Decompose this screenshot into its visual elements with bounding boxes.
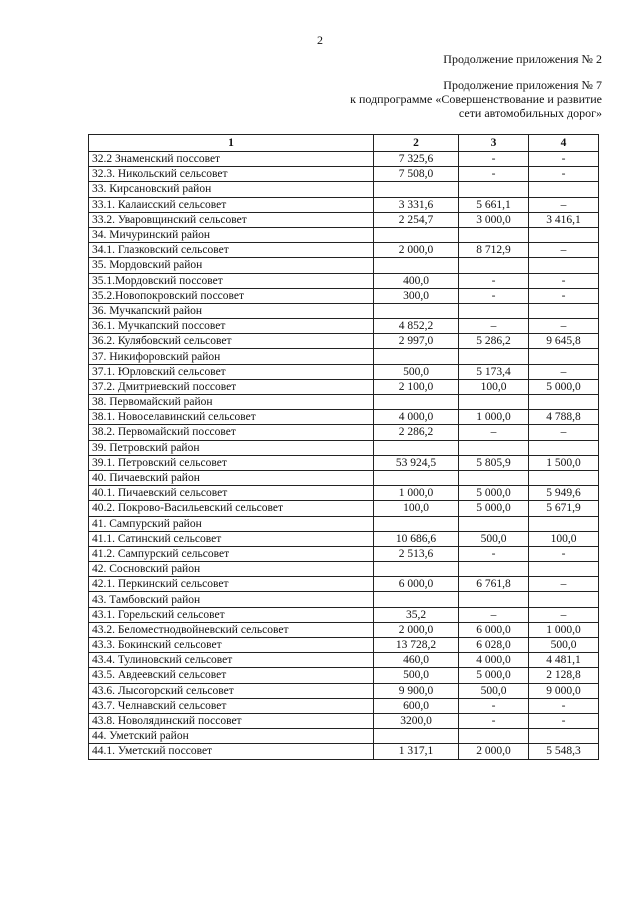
row-value-cell-3: 5 805,9 <box>459 455 529 470</box>
subheader-line-1: Продолжение приложения № 7 <box>443 78 602 92</box>
row-name-cell: 43.8. Новолядинский поссовет <box>89 713 374 728</box>
row-value-cell-4: 5 949,6 <box>529 486 599 501</box>
row-value-cell-4: – <box>529 607 599 622</box>
appendix-continuation-label: Продолжение приложения № 2 <box>443 52 602 66</box>
row-value-cell-4 <box>529 592 599 607</box>
row-name-cell: 32.2 Знаменский поссовет <box>89 152 374 167</box>
row-value-cell-2: 2 997,0 <box>374 334 459 349</box>
row-value-cell-4: – <box>529 577 599 592</box>
row-name-cell: 40.1. Пичаевский сельсовет <box>89 486 374 501</box>
row-name-cell: 37. Никифоровский район <box>89 349 374 364</box>
row-value-cell-2: 3200,0 <box>374 713 459 728</box>
row-name-cell: 35.1.Мордовский поссовет <box>89 273 374 288</box>
row-value-cell-2: 35,2 <box>374 607 459 622</box>
table-row <box>89 455 599 470</box>
row-value-cell-4: – <box>529 319 599 334</box>
row-value-cell-3 <box>459 258 529 273</box>
table-row <box>89 729 599 744</box>
table-row <box>89 212 599 227</box>
row-value-cell-3: 500,0 <box>459 683 529 698</box>
row-value-cell-2: 2 100,0 <box>374 379 459 394</box>
table-row <box>89 319 599 334</box>
row-value-cell-3: 4 000,0 <box>459 653 529 668</box>
row-name-cell: 41.2. Сампурский сельсовет <box>89 546 374 561</box>
row-name-cell: 38. Первомайский район <box>89 395 374 410</box>
row-value-cell-4: 5 548,3 <box>529 744 599 759</box>
row-value-cell-4 <box>529 258 599 273</box>
row-value-cell-2: 7 508,0 <box>374 167 459 182</box>
column-header-2: 2 <box>374 135 459 152</box>
table-header-row <box>89 135 599 152</box>
row-name-cell: 41. Сампурский район <box>89 516 374 531</box>
row-value-cell-2: 100,0 <box>374 501 459 516</box>
row-value-cell-3: 5 173,4 <box>459 364 529 379</box>
row-value-cell-3 <box>459 303 529 318</box>
column-header-4: 4 <box>529 135 599 152</box>
row-value-cell-3 <box>459 592 529 607</box>
row-value-cell-4: - <box>529 152 599 167</box>
row-value-cell-3: - <box>459 167 529 182</box>
table-row <box>89 531 599 546</box>
row-value-cell-3: 8 712,9 <box>459 243 529 258</box>
table-row <box>89 562 599 577</box>
row-value-cell-3: - <box>459 152 529 167</box>
row-name-cell: 34.1. Глазковский сельсовет <box>89 243 374 258</box>
row-value-cell-2: 400,0 <box>374 273 459 288</box>
row-value-cell-2 <box>374 303 459 318</box>
row-name-cell: 36.1. Мучкапский поссовет <box>89 319 374 334</box>
row-value-cell-3: 5 000,0 <box>459 668 529 683</box>
row-value-cell-4: 4 788,8 <box>529 410 599 425</box>
row-value-cell-3: - <box>459 273 529 288</box>
row-value-cell-3: 2 000,0 <box>459 744 529 759</box>
row-name-cell: 43.1. Горельский сельсовет <box>89 607 374 622</box>
page-number: 2 <box>317 33 323 47</box>
row-value-cell-2: 500,0 <box>374 364 459 379</box>
row-value-cell-4: 1 000,0 <box>529 622 599 637</box>
row-value-cell-3: 1 000,0 <box>459 410 529 425</box>
row-value-cell-4 <box>529 349 599 364</box>
row-value-cell-2 <box>374 349 459 364</box>
table-row <box>89 197 599 212</box>
table-row <box>89 182 599 197</box>
row-value-cell-2: 4 000,0 <box>374 410 459 425</box>
row-name-cell: 32.3. Никольский сельсовет <box>89 167 374 182</box>
row-name-cell: 39.1. Петровский сельсовет <box>89 455 374 470</box>
row-value-cell-3 <box>459 729 529 744</box>
row-value-cell-2: 1 000,0 <box>374 486 459 501</box>
row-value-cell-3: 6 028,0 <box>459 638 529 653</box>
row-value-cell-4 <box>529 303 599 318</box>
row-value-cell-3 <box>459 516 529 531</box>
row-name-cell: 33. Кирсановский район <box>89 182 374 197</box>
row-value-cell-4: 9 000,0 <box>529 683 599 698</box>
table-row <box>89 167 599 182</box>
row-value-cell-2 <box>374 395 459 410</box>
row-value-cell-2: 600,0 <box>374 698 459 713</box>
row-value-cell-4: 5 000,0 <box>529 379 599 394</box>
row-name-cell: 39. Петровский район <box>89 440 374 455</box>
row-value-cell-3: 5 000,0 <box>459 486 529 501</box>
table-row <box>89 243 599 258</box>
row-name-cell: 37.2. Дмитриевский поссовет <box>89 379 374 394</box>
row-value-cell-2: 2 513,6 <box>374 546 459 561</box>
row-value-cell-2: 53 924,5 <box>374 455 459 470</box>
row-value-cell-4: 4 481,1 <box>529 653 599 668</box>
row-name-cell: 43.4. Тулиновский сельсовет <box>89 653 374 668</box>
row-value-cell-4: – <box>529 197 599 212</box>
row-value-cell-4: 3 416,1 <box>529 212 599 227</box>
row-value-cell-4: - <box>529 167 599 182</box>
row-value-cell-4 <box>529 562 599 577</box>
row-value-cell-3: 500,0 <box>459 531 529 546</box>
table-row <box>89 395 599 410</box>
subheader-line-3: сети автомобильных дорог» <box>458 106 602 120</box>
row-value-cell-3 <box>459 395 529 410</box>
table-body <box>89 152 599 760</box>
table-row <box>89 592 599 607</box>
row-value-cell-3: - <box>459 288 529 303</box>
row-value-cell-2: 10 686,6 <box>374 531 459 546</box>
row-name-cell: 40. Пичаевский район <box>89 470 374 485</box>
table-row <box>89 546 599 561</box>
row-value-cell-2: 1 317,1 <box>374 744 459 759</box>
row-value-cell-3 <box>459 182 529 197</box>
table-row <box>89 227 599 242</box>
table-row <box>89 698 599 713</box>
row-value-cell-3: 5 286,2 <box>459 334 529 349</box>
row-value-cell-4: - <box>529 288 599 303</box>
table-row <box>89 607 599 622</box>
row-value-cell-2: 2 286,2 <box>374 425 459 440</box>
row-name-cell: 43. Тамбовский район <box>89 592 374 607</box>
table-row <box>89 364 599 379</box>
row-value-cell-2: 500,0 <box>374 668 459 683</box>
row-name-cell: 37.1. Юрловский сельсовет <box>89 364 374 379</box>
row-value-cell-2: 13 728,2 <box>374 638 459 653</box>
row-value-cell-2 <box>374 440 459 455</box>
row-value-cell-2 <box>374 516 459 531</box>
row-value-cell-4 <box>529 440 599 455</box>
subprogram-header <box>350 78 602 120</box>
row-value-cell-3 <box>459 470 529 485</box>
table-row <box>89 683 599 698</box>
row-value-cell-3: 6 000,0 <box>459 622 529 637</box>
row-value-cell-3 <box>459 440 529 455</box>
row-name-cell: 40.2. Покрово-Васильевский сельсовет <box>89 501 374 516</box>
row-value-cell-2: 3 331,6 <box>374 197 459 212</box>
row-value-cell-2 <box>374 562 459 577</box>
row-value-cell-2 <box>374 182 459 197</box>
row-name-cell: 42. Сосновский район <box>89 562 374 577</box>
row-value-cell-4: - <box>529 546 599 561</box>
row-value-cell-4: 500,0 <box>529 638 599 653</box>
table-row <box>89 653 599 668</box>
row-value-cell-3: 3 000,0 <box>459 212 529 227</box>
row-value-cell-4: - <box>529 713 599 728</box>
table-row <box>89 258 599 273</box>
row-value-cell-2: 460,0 <box>374 653 459 668</box>
row-name-cell: 43.3. Бокинский сельсовет <box>89 638 374 653</box>
table-row <box>89 516 599 531</box>
row-value-cell-4 <box>529 182 599 197</box>
table-row <box>89 470 599 485</box>
row-value-cell-2: 300,0 <box>374 288 459 303</box>
row-name-cell: 33.2. Уваровщинский сельсовет <box>89 212 374 227</box>
row-value-cell-2: 2 254,7 <box>374 212 459 227</box>
row-value-cell-4: - <box>529 698 599 713</box>
column-header-1: 1 <box>89 135 374 152</box>
row-value-cell-4: – <box>529 425 599 440</box>
table-row <box>89 577 599 592</box>
row-name-cell: 43.2. Беломестнодвойневский сельсовет <box>89 622 374 637</box>
subheader-line-2: к подпрограмме «Совершенствование и развитие <box>350 92 602 106</box>
row-value-cell-4: – <box>529 364 599 379</box>
row-name-cell: 43.6. Лысогорский сельсовет <box>89 683 374 698</box>
row-value-cell-2 <box>374 227 459 242</box>
row-value-cell-4 <box>529 470 599 485</box>
row-value-cell-2 <box>374 470 459 485</box>
row-value-cell-4: 9 645,8 <box>529 334 599 349</box>
row-value-cell-2: 9 900,0 <box>374 683 459 698</box>
row-value-cell-4: – <box>529 243 599 258</box>
table-row <box>89 638 599 653</box>
row-name-cell: 35.2.Новопокровский поссовет <box>89 288 374 303</box>
table-row <box>89 273 599 288</box>
row-name-cell: 34. Мичуринский район <box>89 227 374 242</box>
row-value-cell-2: 2 000,0 <box>374 622 459 637</box>
row-value-cell-2: 4 852,2 <box>374 319 459 334</box>
row-value-cell-3 <box>459 349 529 364</box>
row-name-cell: 42.1. Перкинский сельсовет <box>89 577 374 592</box>
row-value-cell-2: 2 000,0 <box>374 243 459 258</box>
table-row <box>89 152 599 167</box>
row-value-cell-3: 5 661,1 <box>459 197 529 212</box>
row-name-cell: 41.1. Сатинский сельсовет <box>89 531 374 546</box>
row-value-cell-3: - <box>459 713 529 728</box>
row-value-cell-2 <box>374 729 459 744</box>
table-row <box>89 425 599 440</box>
row-value-cell-3: – <box>459 319 529 334</box>
row-value-cell-4: 5 671,9 <box>529 501 599 516</box>
row-name-cell: 33.1. Калаисский сельсовет <box>89 197 374 212</box>
row-value-cell-3 <box>459 227 529 242</box>
table-row <box>89 713 599 728</box>
column-header-3: 3 <box>459 135 529 152</box>
row-name-cell: 36. Мучкапский район <box>89 303 374 318</box>
row-value-cell-2: 7 325,6 <box>374 152 459 167</box>
table-row <box>89 410 599 425</box>
table-row <box>89 668 599 683</box>
row-value-cell-3: - <box>459 698 529 713</box>
row-value-cell-4: - <box>529 273 599 288</box>
table-row <box>89 486 599 501</box>
row-name-cell: 35. Мордовский район <box>89 258 374 273</box>
row-value-cell-4: 2 128,8 <box>529 668 599 683</box>
row-value-cell-3: 100,0 <box>459 379 529 394</box>
row-value-cell-3: – <box>459 425 529 440</box>
row-value-cell-4: 100,0 <box>529 531 599 546</box>
row-value-cell-3: 5 000,0 <box>459 501 529 516</box>
row-value-cell-3: - <box>459 546 529 561</box>
row-value-cell-3: – <box>459 607 529 622</box>
funding-table <box>88 134 599 760</box>
row-name-cell: 44. Уметский район <box>89 729 374 744</box>
table-row <box>89 501 599 516</box>
row-value-cell-4 <box>529 227 599 242</box>
table-row <box>89 744 599 759</box>
row-value-cell-2 <box>374 592 459 607</box>
table-row <box>89 334 599 349</box>
table-row <box>89 440 599 455</box>
row-value-cell-4: 1 500,0 <box>529 455 599 470</box>
row-name-cell: 43.7. Челнавский сельсовет <box>89 698 374 713</box>
row-name-cell: 44.1. Уметский поссовет <box>89 744 374 759</box>
row-name-cell: 38.2. Первомайский поссовет <box>89 425 374 440</box>
row-value-cell-4 <box>529 729 599 744</box>
row-value-cell-2 <box>374 258 459 273</box>
row-value-cell-4 <box>529 395 599 410</box>
row-name-cell: 38.1. Новоселавинский сельсовет <box>89 410 374 425</box>
row-name-cell: 36.2. Кулябовский сельсовет <box>89 334 374 349</box>
row-value-cell-4 <box>529 516 599 531</box>
row-value-cell-3: 6 761,8 <box>459 577 529 592</box>
row-value-cell-2: 6 000,0 <box>374 577 459 592</box>
table-row <box>89 379 599 394</box>
table-row <box>89 288 599 303</box>
table-row <box>89 303 599 318</box>
row-value-cell-3 <box>459 562 529 577</box>
table-row <box>89 349 599 364</box>
table-row <box>89 622 599 637</box>
row-name-cell: 43.5. Авдеевский сельсовет <box>89 668 374 683</box>
